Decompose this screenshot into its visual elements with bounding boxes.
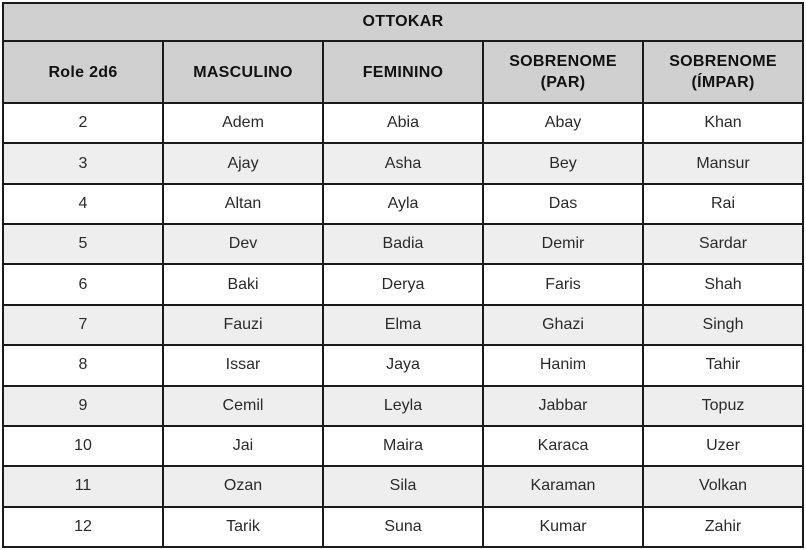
cell-roll: 7	[3, 305, 163, 345]
cell-masculine: Dev	[163, 224, 323, 264]
header-feminine	[323, 41, 483, 103]
cell-surname-even: Ghazi	[483, 305, 643, 345]
cell-masculine: Ajay	[163, 143, 323, 183]
table-row	[3, 103, 803, 143]
table-row	[3, 345, 803, 385]
cell-masculine: Issar	[163, 345, 323, 385]
cell-feminine: Badia	[323, 224, 483, 264]
table-header-row	[3, 41, 803, 103]
header-surname-odd	[643, 41, 803, 103]
table-title-row	[3, 3, 803, 41]
table-row	[3, 426, 803, 466]
header-masculine	[163, 41, 323, 103]
names-table	[2, 2, 804, 548]
cell-feminine: Asha	[323, 143, 483, 183]
cell-masculine: Jai	[163, 426, 323, 466]
cell-feminine: Abia	[323, 103, 483, 143]
table-row	[3, 184, 803, 224]
cell-surname-even: Hanim	[483, 345, 643, 385]
cell-masculine: Baki	[163, 264, 323, 304]
cell-masculine: Fauzi	[163, 305, 323, 345]
table-row	[3, 507, 803, 547]
cell-feminine: Elma	[323, 305, 483, 345]
cell-roll: 12	[3, 507, 163, 547]
cell-surname-even: Abay	[483, 103, 643, 143]
header-line: SOBRENOME	[669, 53, 777, 70]
cell-feminine: Maira	[323, 426, 483, 466]
table-row	[3, 466, 803, 506]
header-line: MASCULINO	[193, 63, 293, 81]
cell-surname-even: Das	[483, 184, 643, 224]
cell-feminine: Derya	[323, 264, 483, 304]
cell-surname-odd: Mansur	[643, 143, 803, 183]
cell-roll: 4	[3, 184, 163, 224]
cell-feminine: Jaya	[323, 345, 483, 385]
cell-surname-even: Jabbar	[483, 386, 643, 426]
header-line: SOBRENOME	[509, 53, 617, 70]
cell-masculine: Ozan	[163, 466, 323, 506]
cell-surname-even: Kumar	[483, 507, 643, 547]
cell-surname-even: Faris	[483, 264, 643, 304]
cell-surname-even: Demir	[483, 224, 643, 264]
cell-roll: 11	[3, 466, 163, 506]
names-table-container	[2, 2, 804, 548]
cell-masculine: Adem	[163, 103, 323, 143]
cell-surname-odd: Tahir	[643, 345, 803, 385]
cell-roll: 3	[3, 143, 163, 183]
cell-feminine: Ayla	[323, 184, 483, 224]
cell-roll: 10	[3, 426, 163, 466]
cell-surname-odd: Singh	[643, 305, 803, 345]
cell-surname-odd: Sardar	[643, 224, 803, 264]
header-line: (PAR)	[540, 74, 586, 91]
table-body	[3, 103, 803, 547]
cell-roll: 2	[3, 103, 163, 143]
cell-roll: 8	[3, 345, 163, 385]
cell-feminine: Leyla	[323, 386, 483, 426]
cell-surname-odd: Rai	[643, 184, 803, 224]
cell-surname-even: Karaca	[483, 426, 643, 466]
cell-surname-odd: Uzer	[643, 426, 803, 466]
header-roll	[3, 41, 163, 103]
cell-feminine: Sila	[323, 466, 483, 506]
cell-surname-even: Karaman	[483, 466, 643, 506]
cell-surname-odd: Zahir	[643, 507, 803, 547]
header-line: (ÍMPAR)	[691, 74, 755, 91]
cell-masculine: Tarik	[163, 507, 323, 547]
header-line: FEMININO	[362, 63, 444, 81]
table-row	[3, 224, 803, 264]
header-surname-even	[483, 41, 643, 103]
table-title: OTTOKAR	[3, 3, 803, 41]
table-row	[3, 264, 803, 304]
cell-feminine: Suna	[323, 507, 483, 547]
cell-roll: 9	[3, 386, 163, 426]
cell-masculine: Altan	[163, 184, 323, 224]
cell-surname-odd: Khan	[643, 103, 803, 143]
cell-surname-odd: Topuz	[643, 386, 803, 426]
table-row	[3, 386, 803, 426]
cell-masculine: Cemil	[163, 386, 323, 426]
cell-roll: 5	[3, 224, 163, 264]
cell-surname-odd: Shah	[643, 264, 803, 304]
cell-surname-even: Bey	[483, 143, 643, 183]
table-row	[3, 143, 803, 183]
cell-surname-odd: Volkan	[643, 466, 803, 506]
cell-roll: 6	[3, 264, 163, 304]
header-line: Role 2d6	[48, 63, 118, 81]
table-row	[3, 305, 803, 345]
